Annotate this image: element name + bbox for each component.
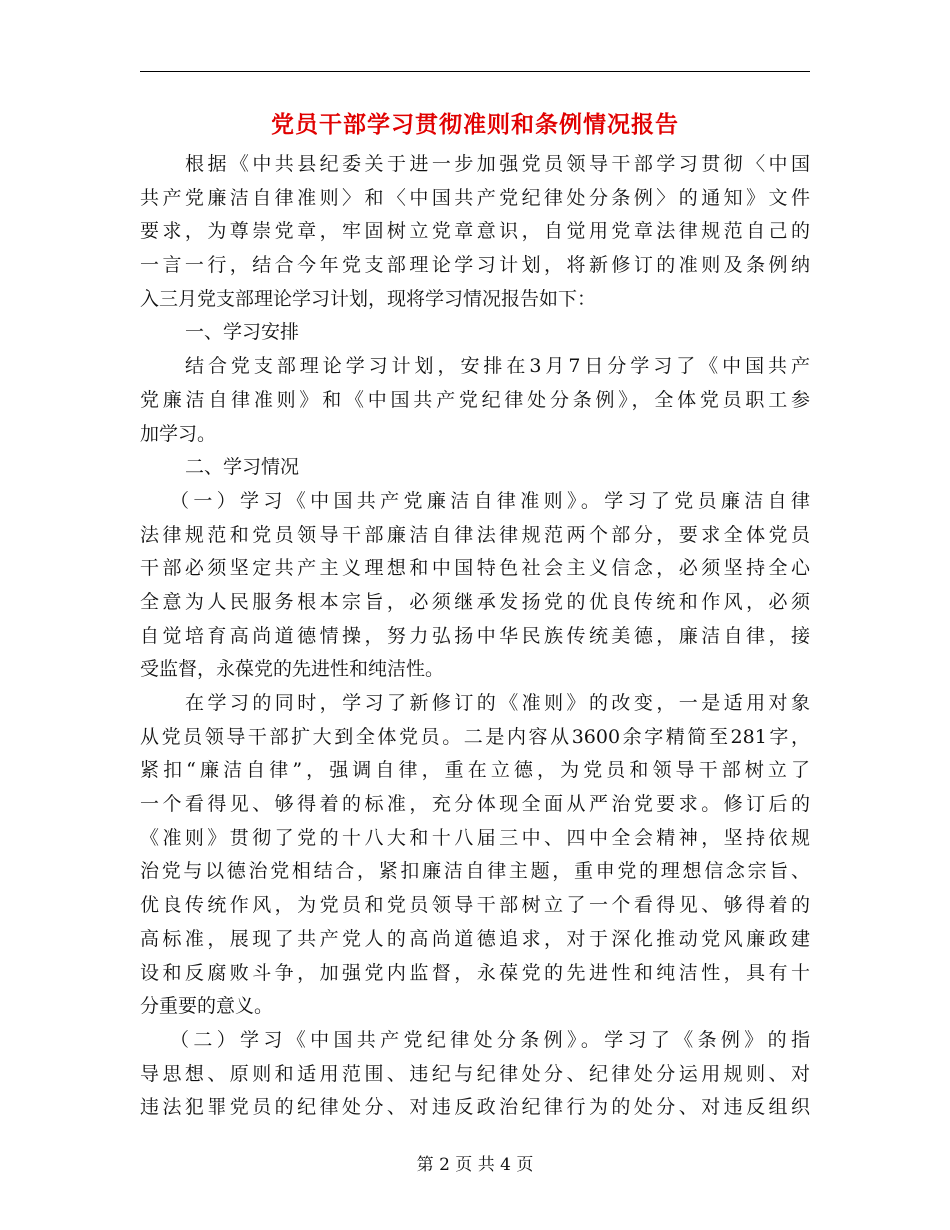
- paragraph-line: 在学习的同时，学习了新修订的《准则》的改变，一是适用对象: [185, 692, 810, 714]
- section-heading: 一、学习安排: [185, 321, 300, 344]
- paragraph-line: 入三月党支部理论学习计划，现将学习情况报告如下：: [140, 287, 597, 310]
- paragraph-line: 自觉培育高尚道德情操，努力弘扬中华民族传统美德，廉洁自律，接: [140, 624, 810, 647]
- paragraph-line: （一）学习《中国共产党廉洁自律准则》。学习了党员廉洁自律: [170, 489, 810, 512]
- paragraph-line: 优良传统作风，为党员和党员领导干部树立了一个看得见、够得着的: [140, 894, 810, 917]
- paragraph-line: 党廉洁自律准则》和《中国共产党纪律处分条例》，全体党员职工参: [140, 388, 810, 411]
- paragraph-line: 结合党支部理论学习计划，安排在3月7日分学习了《中国共产: [185, 355, 810, 378]
- paragraph-line: 高标准，展现了共产党人的高尚道德追求，对于深化推动党风廉政建: [140, 927, 810, 950]
- paragraph-line: 《准则》贯彻了党的十八大和十八届三中、四中全会精神，坚持依规: [140, 826, 810, 849]
- page-footer: 第 2 页 共 4 页: [416, 1155, 534, 1175]
- paragraph-line: 共产党廉洁自律准则〉和〈中国共产党纪律处分条例〉的通知》文件: [140, 186, 810, 209]
- paragraph-line: 从党员领导干部扩大到全体党员。二是内容从3600余字精简至281字，: [140, 725, 810, 748]
- paragraph-line: 要求，为尊崇党章，牢固树立党章意识，自觉用党章法律规范自己的: [140, 220, 810, 243]
- paragraph-line: 违法犯罪党员的纪律处分、对违反政治纪律行为的处分、对违反组织: [140, 1096, 810, 1119]
- paragraph-line: 全意为人民服务根本宗旨，必须继承发扬党的优良传统和作风，必须: [140, 590, 810, 613]
- paragraph-line: （二）学习《中国共产党纪律处分条例》。学习了《条例》的指: [170, 1028, 810, 1051]
- paragraph-line: 紧扣“廉洁自律”，强调自律，重在立德，为党员和领导干部树立了: [140, 759, 810, 782]
- document-title: 党员干部学习贯彻准则和条例情况报告: [271, 111, 679, 138]
- document-body: [140, 148, 810, 1125]
- paragraph-line: 干部必须坚定共产主义理想和中国特色社会主义信念，必须坚持全心: [140, 557, 810, 580]
- paragraph-line: 治党与以德治党相结合，紧扣廉洁自律主题，重申党的理想信念宗旨、: [140, 860, 810, 883]
- paragraph-line: 设和反腐败斗争，加强党内监督，永葆党的先进性和纯洁性，具有十: [140, 961, 810, 984]
- paragraph-line: 一言一行，结合今年党支部理论学习计划，将新修订的准则及条例纳: [140, 254, 810, 277]
- paragraph-line: 分重要的意义。: [140, 995, 274, 1018]
- paragraph-line: 根据《中共县纪委关于进一步加强党员领导干部学习贯彻〈中国: [185, 153, 810, 175]
- section-heading: 二、学习情况: [185, 456, 300, 479]
- paragraph-line: 一个看得见、够得着的标准，充分体现全面从严治党要求。修订后的: [140, 793, 810, 816]
- paragraph-line: 导思想、原则和适用范围、违纪与纪律处分、纪律处分运用规则、对: [140, 1062, 810, 1085]
- paragraph-line: 加学习。: [140, 422, 217, 445]
- paragraph-line: 受监督，永葆党的先进性和纯洁性。: [140, 658, 445, 681]
- paragraph-line: 法律规范和党员领导干部廉洁自律法律规范两个部分，要求全体党员: [140, 523, 810, 546]
- header-rule: [140, 71, 810, 72]
